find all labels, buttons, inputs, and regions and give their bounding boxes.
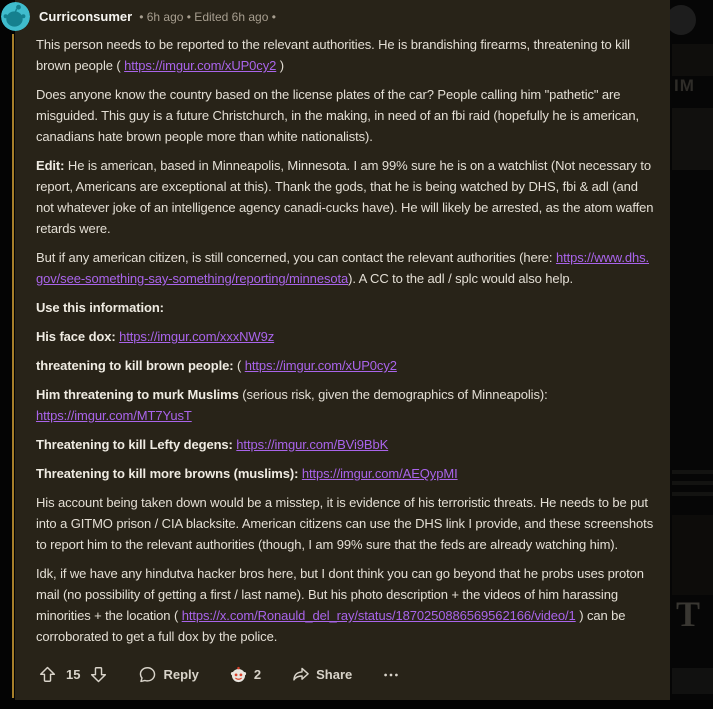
- body-bold-text: Threatening to kill more browns (muslims):: [36, 466, 302, 481]
- comment-paragraph: [36, 434, 656, 455]
- comment-card: [15, 0, 670, 700]
- comment-paragraph: [36, 384, 656, 426]
- username-link[interactable]: Curriconsumer: [39, 9, 133, 24]
- body-link[interactable]: https://imgur.com/MT7YusT: [36, 408, 192, 423]
- body-bold-text: Threatening to kill Lefty degens:: [36, 437, 237, 452]
- snoo-avatar-icon: [1, 2, 30, 31]
- comment-paragraph: [36, 84, 656, 147]
- background-thumbnail: [672, 44, 713, 76]
- background-floating-button: [670, 5, 696, 35]
- reply-label: Reply: [163, 667, 199, 682]
- comment-toolbar: [36, 661, 402, 688]
- upvote-button[interactable]: [36, 661, 59, 688]
- body-text: ): [276, 58, 284, 73]
- body-bold-text: His face dox:: [36, 329, 120, 344]
- body-link[interactable]: https://x.com/Ronauld_del_ray/status/1870250886569562166/video/1: [181, 608, 576, 623]
- background-page-strip: [670, 0, 713, 709]
- body-link[interactable]: https://imgur.com/xxxNW9z: [119, 329, 275, 344]
- comment-header: [15, 0, 670, 24]
- comment-paragraph: [36, 563, 656, 647]
- award-icon: [229, 665, 248, 684]
- comment-paragraph: [36, 155, 656, 239]
- share-icon: [291, 665, 310, 684]
- comment-paragraph: [36, 34, 656, 76]
- share-label: Share: [316, 667, 353, 682]
- more-options-button[interactable]: [380, 662, 402, 688]
- body-bold-text: Use this information:: [36, 300, 164, 315]
- comment-paragraph: [36, 326, 656, 347]
- comment-paragraph: [36, 355, 656, 376]
- comment-paragraph: [36, 463, 656, 484]
- background-text-lines: [672, 470, 713, 503]
- avatar[interactable]: [1, 2, 30, 31]
- comment-paragraph: [36, 492, 656, 555]
- comment-timestamp: • 6h ago • Edited 6h ago •: [139, 9, 276, 24]
- body-link[interactable]: https://imgur.com/xUP0cy2: [244, 358, 397, 373]
- comment-thread-line[interactable]: [12, 34, 14, 698]
- reply-button[interactable]: [136, 661, 200, 688]
- body-link[interactable]: https://imgur.com/AEQypMI: [301, 466, 458, 481]
- share-button[interactable]: [289, 661, 354, 688]
- comment-bubble-icon: [138, 665, 157, 684]
- body-text: (: [237, 358, 245, 373]
- body-link[interactable]: https://imgur.com/xUP0cy2: [124, 58, 277, 73]
- ellipsis-icon: [382, 666, 400, 684]
- upvote-icon: [38, 665, 57, 684]
- background-bottom-strip: [0, 700, 713, 709]
- body-bold-text: Edit:: [36, 158, 65, 173]
- body-bold-text: threatening to kill brown people:: [36, 358, 237, 373]
- body-link[interactable]: https://imgur.com/BVi9BbK: [236, 437, 389, 452]
- award-count: 2: [253, 667, 262, 682]
- body-link[interactable]: https://www.dhs.gov/see-something-say-something/reporting/minnesota: [36, 250, 650, 286]
- body-text: But if any american citizen, is still concerned, you can contact the relevant authorities (here:: [36, 250, 556, 265]
- body-text: Idk, if we have any hindutva hacker bros here, but I dont think you can go beyond that he probs uses proton mail (no possibility of getting a first / last name). But his photo description + the videos of him harassing minorities + the location (: [36, 566, 644, 623]
- downvote-icon: [89, 665, 108, 684]
- body-text: (serious risk, given the demographics of Minneapolis):: [242, 387, 548, 402]
- background-faint-text: T: [676, 594, 701, 634]
- background-banner: [672, 668, 713, 694]
- background-thumbnail: [672, 515, 713, 595]
- vote-count: 15: [66, 667, 81, 682]
- award-button[interactable]: [227, 661, 263, 688]
- body-text: ) can be corroborated to get a full dox by the police.: [36, 608, 626, 644]
- comment-paragraph: [36, 247, 656, 289]
- body-text: This person needs to be reported to the relevant authorities. He is brandishing firearms, threatening to kill brown people (: [36, 37, 630, 73]
- body-text: His account being taken down would be a misstep, it is evidence of his terroristic threats. He needs to be put into a GITMO prison / CIA blacksite. American citizens can use the DHS link I provide, and these screenshots to report him to the relevant authorities (though, I am 99% sure that the feds are already watching him).: [36, 495, 654, 552]
- background-thumbnail: [672, 108, 713, 170]
- body-bold-text: Him threatening to murk Muslims: [36, 387, 243, 402]
- body-text: Does anyone know the country based on the license plates of the car? People calling him "pathetic" are misguided. This guy is a future Christchurch, in the making, in need of an fbi raid (hopefully he is american, canadians hate brown people more than white nationalists).: [36, 87, 639, 144]
- comment-paragraph: [36, 297, 656, 318]
- body-text: He is american, based in Minneapolis, Minnesota. I am 99% sure he is on a watchlist (Not necessary to report, Americans are exceptional at this). Thank the gods, that he is being watched by DHS, fbi & adl (and not whatever joke of an intelligence agency canadi-cucks have). He will likely be arrested, as the atom waffen retards were.: [36, 158, 654, 236]
- background-faint-text: IM: [674, 76, 695, 95]
- body-text: ). A CC to the adl / splc would also help.: [348, 271, 573, 286]
- downvote-button[interactable]: [87, 661, 110, 688]
- comment-body: [15, 24, 670, 655]
